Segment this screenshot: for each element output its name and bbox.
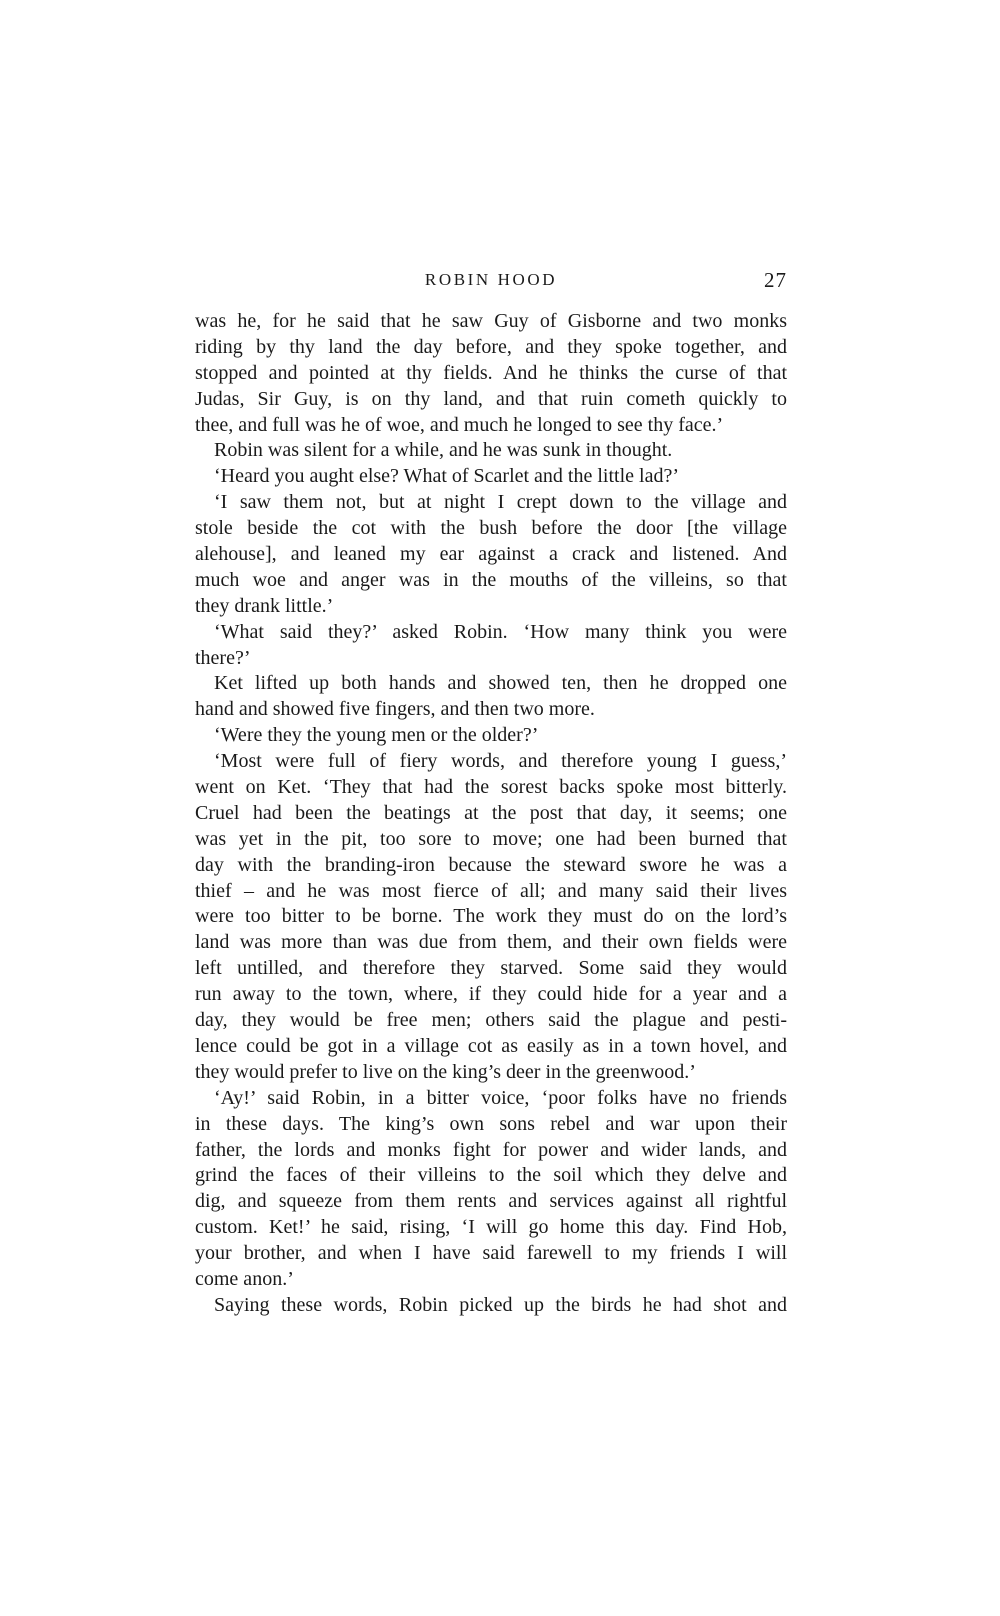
text-line: thief – and he was most fierce of all; and many said their lives (195, 879, 787, 902)
text-line: ‘I saw them not, but at night I crept down to the village and (214, 491, 787, 514)
text-line: Judas, Sir Guy, is on thy land, and that ruin cometh quickly to (195, 387, 787, 410)
text-line: they drank little.’ (195, 594, 334, 617)
text-line: land was more than was due from them, and their own fields were (195, 931, 787, 954)
text-line: Robin was silent for a while, and he was sunk in thought. (214, 439, 673, 462)
book-page (195, 0, 787, 1616)
text-line: ‘Were they the young men or the older?’ (214, 724, 539, 747)
text-line: were too bitter to be borne. The work they must do on the lord’s (195, 905, 787, 928)
text-line: ‘Heard you aught else? What of Scarlet and the little lad?’ (214, 465, 679, 488)
text-line: dig, and squeeze from them rents and services against all rightful (195, 1190, 787, 1213)
text-line: your brother, and when I have said farewell to my friends I will (195, 1242, 787, 1265)
text-line: ‘What said they?’ asked Robin. ‘How many think you were (214, 620, 787, 643)
text-line: Saying these words, Robin picked up the birds he had shot and (214, 1293, 787, 1316)
text-line: stopped and pointed at thy fields. And he thinks the curse of that (195, 361, 787, 384)
text-line: Cruel had been the beatings at the post that day, it seems; one (195, 801, 787, 824)
text-line: in these days. The king’s own sons rebel and war upon their (195, 1112, 787, 1135)
text-line: ‘Most were full of fiery words, and therefore young I guess,’ (214, 750, 787, 773)
body-text (195, 309, 787, 1319)
text-line: they would prefer to live on the king’s deer in the greenwood.’ (195, 1060, 696, 1083)
text-line: custom. Ket!’ he said, rising, ‘I will go home this day. Find Hob, (195, 1216, 787, 1239)
text-line: father, the lords and monks fight for power and wider lands, and (195, 1138, 787, 1161)
text-line: much woe and anger was in the mouths of the villeins, so that (195, 568, 787, 591)
running-title: ROBIN HOOD (424, 270, 558, 289)
text-line: riding by thy land the day before, and they spoke together, and (195, 335, 787, 358)
text-line: day, they would be free men; others said the plague and pesti- (195, 1009, 787, 1032)
text-line: stole beside the cot with the bush before the door [the village (195, 517, 787, 540)
text-line: there?’ (195, 646, 251, 669)
page-number: 27 (764, 268, 787, 292)
text-line: was he, for he said that he saw Guy of Gisborne and two monks (195, 310, 787, 332)
text-line: thee, and full was he of woe, and much he longed to see thy face.’ (195, 413, 724, 436)
text-line: was yet in the pit, too sore to move; one had been burned that (195, 827, 787, 850)
text-line: Ket lifted up both hands and showed ten, then he dropped one (214, 672, 787, 695)
text-line: ‘Ay!’ said Robin, in a bitter voice, ‘poor folks have no friends (214, 1086, 787, 1109)
text-line: come anon.’ (195, 1267, 294, 1290)
text-line: grind the faces of their villeins to the soil which they delve and (195, 1164, 787, 1187)
text-line: hand and showed five fingers, and then two more. (195, 698, 595, 721)
text-line: went on Ket. ‘They that had the sorest backs spoke most bitterly. (195, 776, 787, 799)
text-line: left untilled, and therefore they starved. Some said they would (195, 957, 787, 980)
text-line: run away to the town, where, if they could hide for a year and a (195, 983, 787, 1006)
text-line: day with the branding-iron because the steward swore he was a (195, 853, 787, 876)
running-head (195, 268, 787, 298)
text-line: lence could be got in a village cot as easily as in a town hovel, and (195, 1034, 787, 1057)
text-line: alehouse], and leaned my ear against a crack and listened. And (195, 543, 787, 566)
